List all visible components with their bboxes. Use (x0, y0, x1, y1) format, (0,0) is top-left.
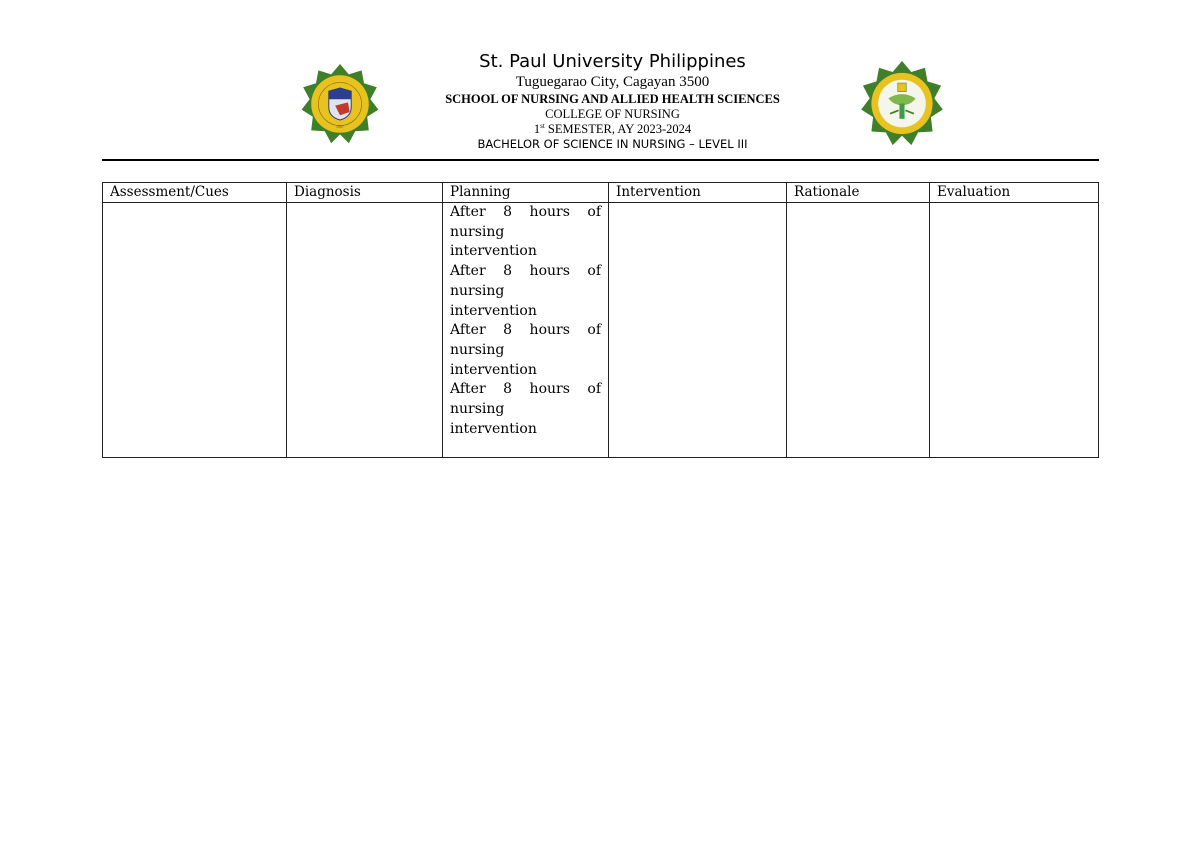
cell-evaluation[interactable] (930, 203, 1099, 458)
planning-item-word: intervention (450, 361, 537, 378)
svg-text:1907: 1907 (336, 124, 344, 129)
column-header-planning: Planning (443, 183, 609, 203)
planning-item-word: intervention (450, 243, 537, 260)
planning-item (450, 262, 601, 321)
cell-intervention[interactable] (609, 203, 787, 458)
program-line: BACHELOR OF SCIENCE IN NURSING – LEVEL III (477, 137, 748, 151)
university-name: St. Paul University Philippines (479, 51, 746, 72)
semester-number: 1 (533, 122, 541, 136)
planning-item-word: intervention (450, 302, 537, 319)
school-name: SCHOOL OF NURSING AND ALLIED HEALTH SCIENCES (445, 92, 780, 106)
semester-line (380, 122, 845, 137)
college-name: COLLEGE OF NURSING (545, 107, 680, 121)
table-header-row (103, 183, 1099, 203)
column-header-rationale: Rationale (787, 183, 930, 203)
planning-item-line: After 8 hours of (450, 381, 601, 398)
university-address: Tuguegarao City, Cagayan 3500 (515, 74, 710, 90)
planning-item-line: After 8 hours of (450, 322, 601, 339)
planning-item-line: After 8 hours of (450, 263, 601, 280)
nursing-seal-icon (857, 61, 947, 146)
cell-assessment[interactable] (103, 203, 287, 458)
column-header-intervention: Intervention (609, 183, 787, 203)
header-divider (102, 159, 1099, 161)
column-header-evaluation: Evaluation (930, 183, 1099, 203)
planning-item-word: nursing (450, 401, 505, 418)
semester-text: SEMESTER, AY 2023-2024 (544, 122, 692, 136)
planning-item-word: nursing (450, 223, 505, 240)
column-header-assessment: Assessment/Cues (103, 183, 287, 203)
planning-item (450, 380, 601, 439)
university-seal-icon (300, 64, 380, 144)
planning-item (450, 321, 601, 380)
table-row (103, 203, 1099, 458)
column-header-diagnosis: Diagnosis (287, 183, 443, 203)
planning-item-word: intervention (450, 420, 537, 437)
planning-item-word: nursing (450, 282, 505, 299)
planning-item-rest (450, 282, 601, 321)
planning-item-line: After 8 hours of (450, 204, 601, 220)
planning-item-rest (450, 400, 601, 439)
cell-rationale[interactable] (787, 203, 930, 458)
planning-item-rest (450, 341, 601, 380)
document-header (380, 50, 845, 152)
planning-item-rest (450, 223, 601, 262)
cell-planning[interactable] (443, 203, 609, 458)
planning-item (450, 203, 601, 262)
planning-item-word: nursing (450, 341, 505, 358)
nursing-care-plan-table (102, 182, 1099, 458)
semester-suffix: st (540, 122, 545, 130)
cell-diagnosis[interactable] (287, 203, 443, 458)
